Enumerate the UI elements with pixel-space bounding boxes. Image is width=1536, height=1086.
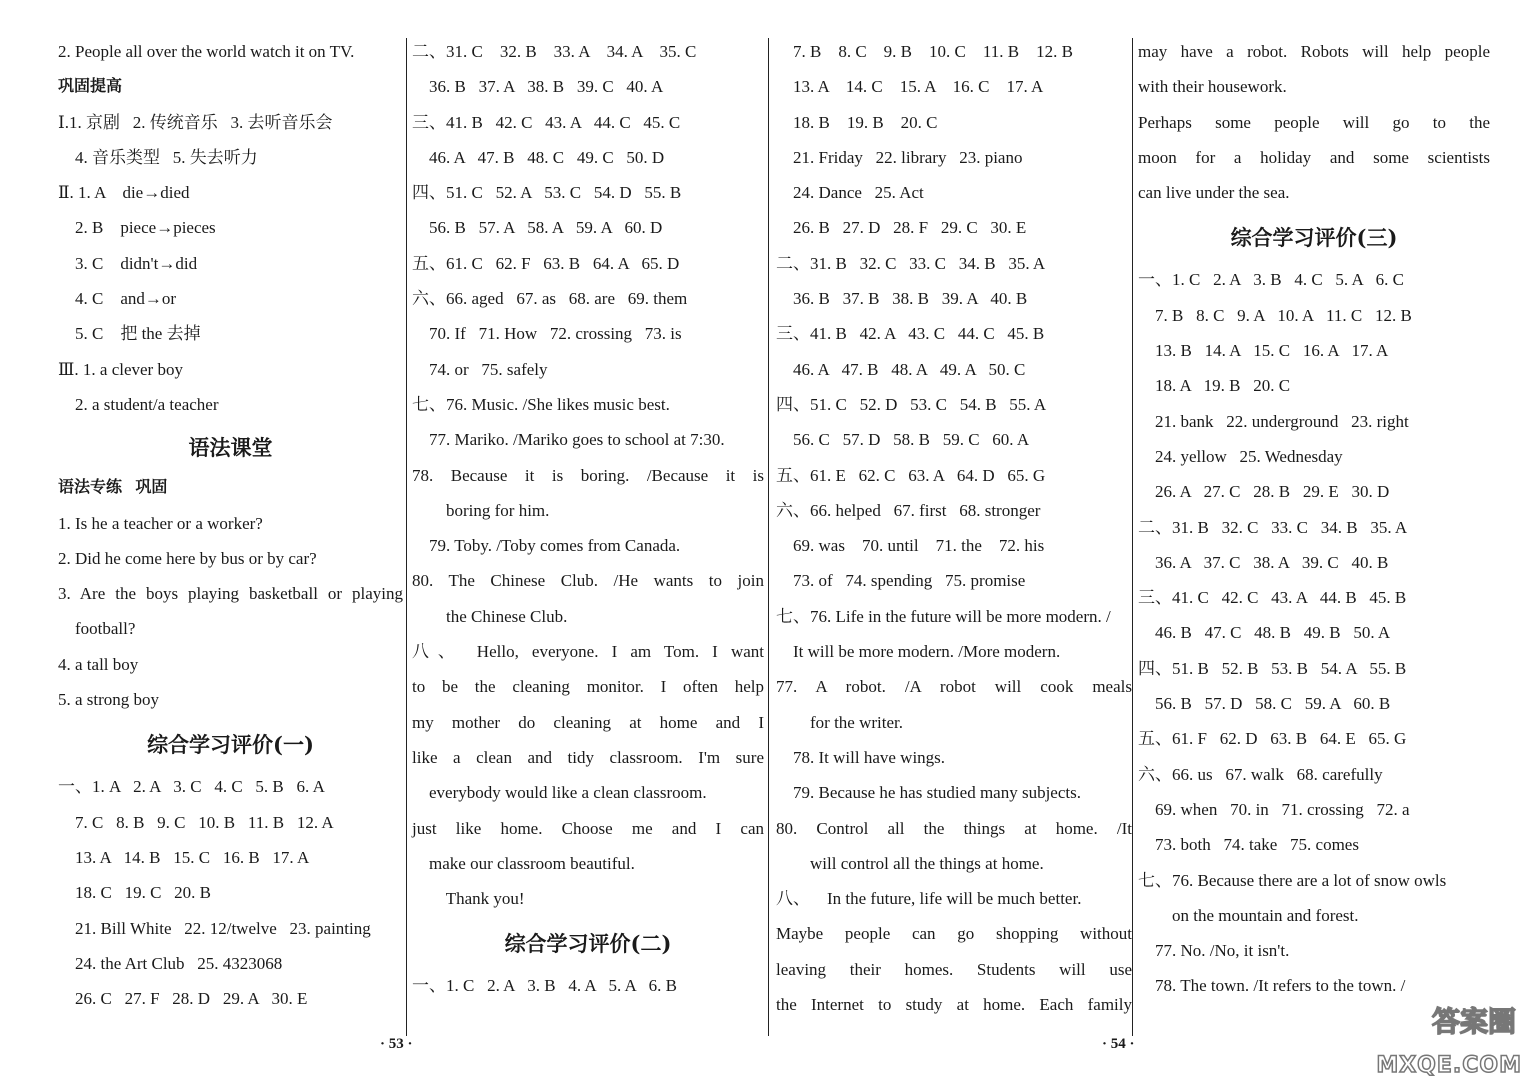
answer-line: 5. C 把 the 去掉 [58,324,201,344]
answer-line: 13. B 14. A 15. C 16. A 17. A [1138,341,1389,361]
answer-line: 六、66. aged 67. as 68. are 69. them [412,289,688,309]
answer-line: 7. B 8. C 9. A 10. A 11. C 12. B [1138,305,1412,325]
section-title: 综合学习评价(一) [147,732,314,758]
answer-line: 78. The town. /It refers to the town. / [1138,976,1406,996]
answer-line: 18. B 19. B 20. C [776,112,938,132]
answer-line: 21. bank 22. underground 23. right [1138,411,1409,431]
answer-line: 36. B 37. A 38. B 39. C 40. A [412,77,664,97]
answer-line: 80. Control all the things at home. /It [776,818,1132,838]
column-1 [58,34,403,1016]
answer-line: my mother do cleaning at home and I [412,712,764,732]
answer-line: 77. Mariko. /Mariko goes to school at 7:30. [412,430,725,450]
answer-line: 六、66. us 67. walk 68. carefully [1138,764,1383,784]
answer-line: 78. It will have wings. [776,747,946,767]
answer-line: 56. B 57. A 58. A 59. A 60. D [412,218,663,238]
answer-line: 3. C didn't→did [58,253,198,273]
answer-line: 56. B 57. D 58. C 59. A 60. B [1138,694,1391,714]
answer-line: the Internet to study at home. Each family [776,995,1132,1015]
watermark [1376,1000,1522,1080]
column-divider [1132,38,1133,1036]
answer-line: 13. A 14. C 15. A 16. C 17. A [776,77,1044,97]
column-divider [406,38,407,1036]
answer-line: 24. yellow 25. Wednesday [1138,446,1343,466]
answer-line: Ⅲ. 1. a clever boy [58,359,183,379]
answer-line: 73. of 74. spending 75. promise [776,571,1026,591]
answer-line: 三、41. B 42. C 43. A 44. C 45. C [412,112,681,132]
page-number-right: · 54 · [1102,1036,1135,1052]
answer-line: 一、1. C 2. A 3. B 4. C 5. A 6. C [1138,270,1404,290]
answer-line: everybody would like a clean classroom. [412,783,707,803]
answer-line: 36. B 37. B 38. B 39. A 40. B [776,289,1028,309]
answer-line: Perhaps some people will go to the [1138,112,1490,132]
answer-line: 36. A 37. C 38. A 39. C 40. B [1138,552,1389,572]
answer-line: 1. Is he a teacher or a worker? [58,513,263,533]
answer-line: 74. or 75. safely [412,359,548,379]
watermark-text: MXQE.COM [1376,1053,1522,1078]
column-4 [1138,34,1490,1004]
answer-line: 79. Because he has studied many subjects. [776,783,1081,803]
answer-line: Maybe people can go shopping without [776,924,1132,944]
answer-line: make our classroom beautiful. [412,853,635,873]
answer-line: 二、31. B 32. C 33. C 34. B 35. A [1138,517,1408,537]
answer-line: will control all the things at home. [776,853,1044,873]
answer-line: on the mountain and forest. [1138,905,1359,925]
answer-line: 三、41. B 42. A 43. C 44. C 45. B [776,324,1045,344]
answer-line: 五、61. E 62. C 63. A 64. D 65. G [776,465,1046,485]
answer-line: 六、66. helped 67. first 68. stronger [776,500,1041,520]
answer-line: 7. B 8. C 9. B 10. C 11. B 12. B [776,42,1073,61]
answer-line: 46. B 47. C 48. B 49. B 50. A [1138,623,1391,643]
answer-line: 八、 Hello, everyone. I am Tom. I want [412,642,764,662]
answer-line: 五、61. F 62. D 63. B 64. E 65. G [1138,729,1407,749]
answer-line: It will be more modern. /More modern. [776,642,1061,662]
answer-line: 73. both 74. take 75. comes [1138,835,1359,855]
answer-line: 一、1. A 2. A 3. C 4. C 5. B 6. A [58,777,325,797]
answer-line: 2. Did he come here by bus or by car? [58,548,317,568]
answer-line: 26. C 27. F 28. D 29. A 30. E [58,989,308,1009]
answer-line: the Chinese Club. [412,606,568,626]
answer-line: 4. C and→or [58,289,177,309]
answer-line: 4. 音乐类型 5. 失去听力 [58,147,258,167]
answer-line: 77. A robot. /A robot will cook meals [776,677,1132,697]
answer-line: 4. a tall boy [58,654,139,674]
answer-line: football? [58,619,136,639]
answer-line: 四、51. C 52. D 53. C 54. B 55. A [776,394,1047,414]
answer-line: 70. If 71. How 72. crossing 73. is [412,324,682,344]
answer-line: with their housework. [1138,77,1287,97]
answer-line: 46. A 47. B 48. A 49. A 50. C [776,359,1026,379]
answer-line: to be the cleaning monitor. I often help [412,677,764,697]
subsection-label: 巩固提高 [58,78,123,96]
answer-line: 七、76. Life in the future will be more modern. / [776,606,1111,626]
answer-line: 二、31. C 32. B 33. A 34. A 35. C [412,42,697,61]
answer-line: for the writer. [776,712,903,732]
answer-line: 3. Are the boys playing basketball or playing [58,584,403,604]
answer-line: leaving their homes. Students will use [776,959,1132,979]
answer-line: 18. A 19. B 20. C [1138,376,1291,396]
answer-line: 79. Toby. /Toby comes from Canada. [412,536,681,556]
answer-line: 2. B piece→pieces [58,218,216,238]
watermark-logo: 答案圈 [1431,1005,1516,1038]
answer-line: can live under the sea. [1138,183,1290,203]
answer-line: 2. People all over the world watch it on TV. [58,42,355,61]
answer-line: boring for him. [412,500,550,520]
page-number-left: · 53 · [380,1036,413,1052]
answer-line: 2. a student/a teacher [58,394,219,414]
answer-line: 七、76. Music. /She likes music best. [412,394,670,414]
answer-line: may have a robot. Robots will help people [1138,42,1490,61]
answer-line: moon for a holiday and some scientists [1138,147,1490,167]
answer-line: 13. A 14. B 15. C 16. B 17. A [58,847,310,867]
answer-line: 69. when 70. in 71. crossing 72. a [1138,799,1410,819]
answer-line: 26. A 27. C 28. B 29. E 30. D [1138,482,1390,502]
answer-line: 21. Friday 22. library 23. piano [776,147,1023,167]
answer-line: 一、1. C 2. A 3. B 4. A 5. A 6. B [412,976,677,996]
answer-line: Ⅰ.1. 京剧 2. 传统音乐 3. 去听音乐会 [58,112,333,132]
answer-line: 二、31. B 32. C 33. C 34. B 35. A [776,253,1046,273]
answer-line: 77. No. /No, it isn't. [1138,941,1290,961]
answer-line: 5. a strong boy [58,690,160,710]
answer-line: 三、41. C 42. C 43. A 44. B 45. B [1138,588,1407,608]
answer-line: 80. The Chinese Club. /He wants to join [412,571,764,591]
answer-line: 24. Dance 25. Act [776,183,924,203]
answer-line: 七、76. Because there are a lot of snow owls [1138,870,1447,890]
answer-line: 五、61. C 62. F 63. B 64. A 65. D [412,253,680,273]
answer-line: like a clean and tidy classroom. I'm sure [412,747,764,767]
subsection-label: 语法专练 巩固 [58,479,168,497]
answer-line: 69. was 70. until 71. the 72. his [776,536,1045,556]
answer-line: 18. C 19. C 20. B [58,883,212,903]
column-3 [776,34,1132,1022]
answer-line: 78. Because it is boring. /Because it is [412,465,764,485]
section-title: 综合学习评价(三) [1230,225,1398,251]
answer-line: 46. A 47. B 48. C 49. C 50. D [412,147,665,167]
answer-line: 24. the Art Club 25. 4323068 [58,953,283,973]
answer-line: 56. C 57. D 58. B 59. C 60. A [776,430,1030,450]
column-2 [412,34,764,1004]
column-divider [768,38,769,1036]
answer-line: just like home. Choose me and I can [412,818,764,838]
answer-line: 26. B 27. D 28. F 29. C 30. E [776,218,1027,238]
answer-line: Thank you! [412,889,525,909]
section-title: 语法课堂 [188,435,273,461]
section-title: 综合学习评价(二) [504,931,672,957]
answer-line: 八、 In the future, life will be much better. [776,889,1082,909]
answer-line: 四、51. C 52. A 53. C 54. D 55. B [412,183,682,203]
answer-line: Ⅱ. 1. A die→died [58,183,190,203]
answer-line: 四、51. B 52. B 53. B 54. A 55. B [1138,658,1407,678]
answer-line: 7. C 8. B 9. C 10. B 11. B 12. A [58,812,334,832]
answer-line: 21. Bill White 22. 12/twelve 23. painting [58,918,371,938]
